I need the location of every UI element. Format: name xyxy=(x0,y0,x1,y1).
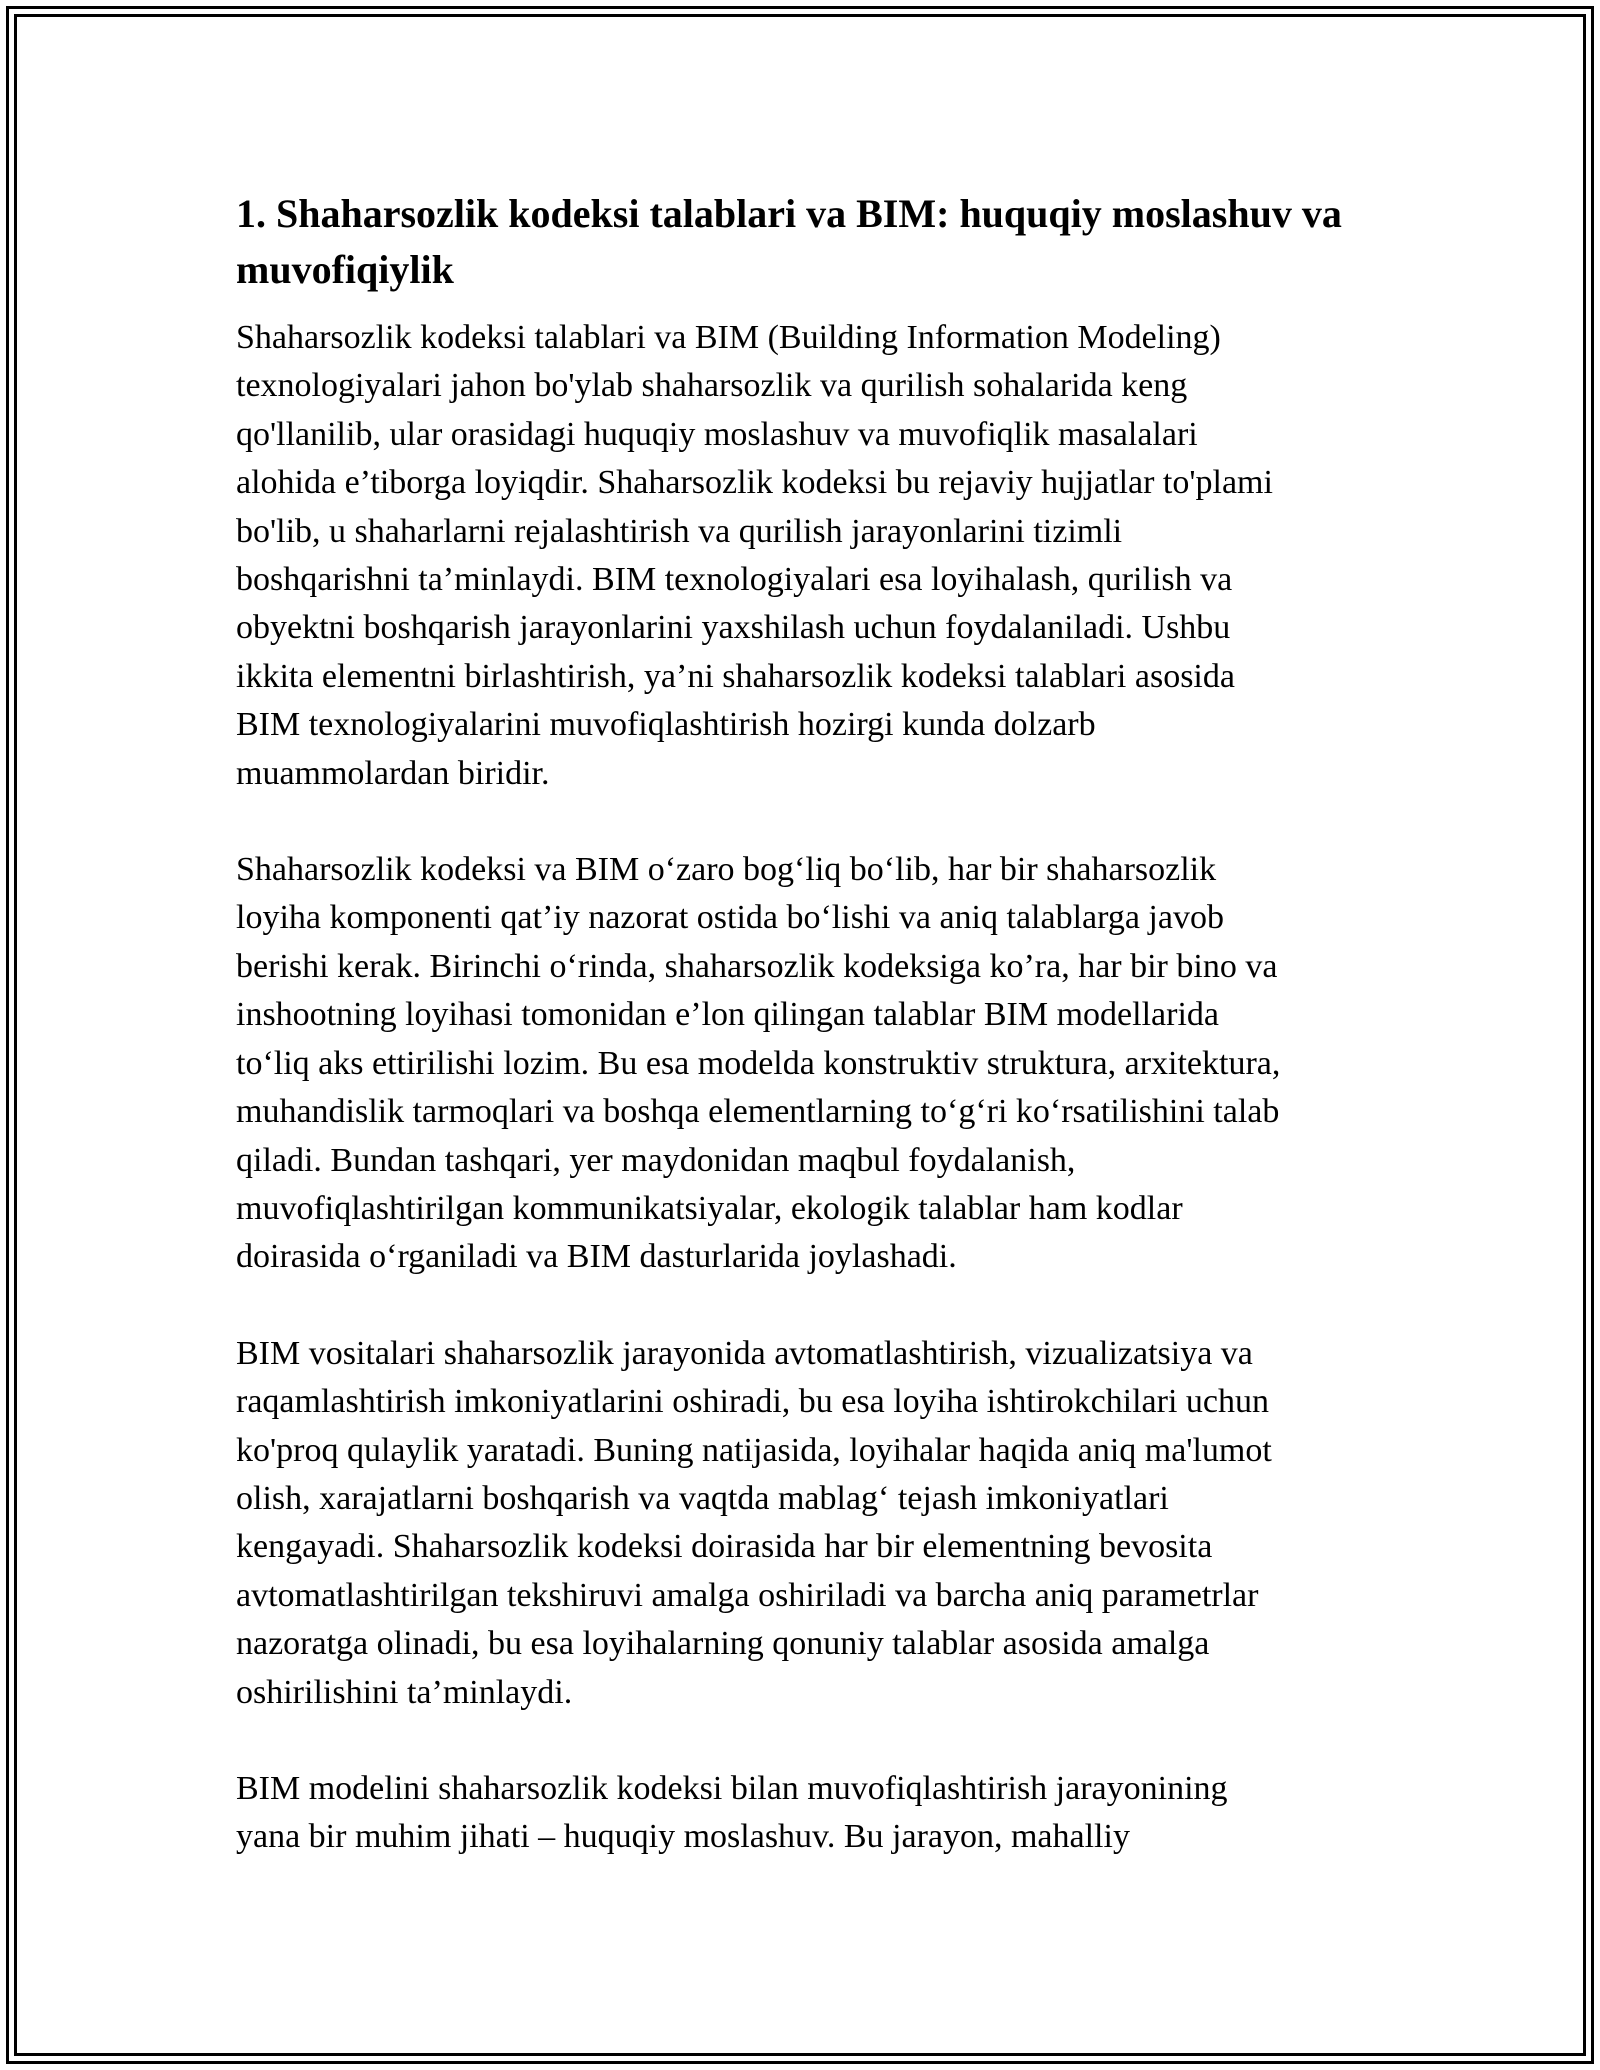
paragraph-2: Shaharsozlik kodeksi va BIM o‘zaro bog‘liq bo‘lib, har bir shaharsozlik loyiha komponenti qat’iy nazorat ostida bo‘lishi va aniq talablarga javob berishi kerak. Birinchi o‘rinda, shaharsozlik kodeksiga ko’ra, har bir bino va inshootning loyihasi tomonidan e’lon qilingan talablar BIM modellarida to‘liq aks ettirilishi lozim. Bu esa modelda konstruktiv struktura, arxitektura, muhandislik tarmoqlari va boshqa elementlarning to‘g‘ri ko‘rsatilishini talab qiladi. Bundan tashqari, yer maydonidan maqbul foydalanish, muvofiqlashtirilgan kommunikatsiyalar, ekologik talablar ham kodlar doirasida o‘rganiladi va BIM dasturlarida joylashadi. xyxy=(236,851,1281,1276)
paragraph-4: BIM modelini shaharsozlik kodeksi bilan muvofiqlashtirish jarayonining yana bir muhim jihati – huquqiy moslashuv. Bu jarayon, mahalliy xyxy=(236,1769,1228,1856)
paragraph-1: Shaharsozlik kodeksi talablari va BIM (Building Information Modeling) texnologiyalari jahon bo'ylab shaharsozlik va qurilish sohalarida keng qo'llanilib, ular orasidagi huquqiy moslashuv va muvofiqlik masalalari alohida e’tiborga loyiqdir. Shaharsozlik kodeksi bu rejaviy hujjatlar to'plami bo'lib, u shaharlarni rejalashtirish va qurilish jarayonlarini tizimli boshqarishni ta’minlaydi. BIM texnologiyalari esa loyihalash, qurilish va obyektni boshqarish jarayonlarini yaxshilash uchun foydalaniladi. Ushbu ikkita elementni birlashtirish, ya’ni shaharsozlik kodeksi talablari asosida BIM texnologiyalarini muvofiqlashtirish hozirgi kunda dolzarb muammolardan biridir. xyxy=(236,319,1273,792)
document-body xyxy=(236,186,1366,1910)
section-heading: 1. Shaharsozlik kodeksi talablari va BIM: huquqiy moslashuv va muvofiqiylik xyxy=(236,191,1342,292)
paragraph-3: BIM vositalari shaharsozlik jarayonida avtomatlashtirish, vizualizatsiya va raqamlashtirish imkoniyatlarini oshiradi, bu esa loyiha ishtirokchilari uchun ko'proq qulaylik yaratadi. Buning natijasida, loyihalar haqida aniq ma'lumot olish, xarajatlarni boshqarish va vaqtda mablag‘ tejash imkoniyatlari kengayadi. Shaharsozlik kodeksi doirasida har bir elementning bevosita avtomatlashtirilgan tekshiruvi amalga oshiriladi va barcha aniq parametrlar nazoratga olinadi, bu esa loyihalarning qonuniy talablar asosida amalga oshirilishini ta’minlaydi. xyxy=(236,1334,1272,1711)
